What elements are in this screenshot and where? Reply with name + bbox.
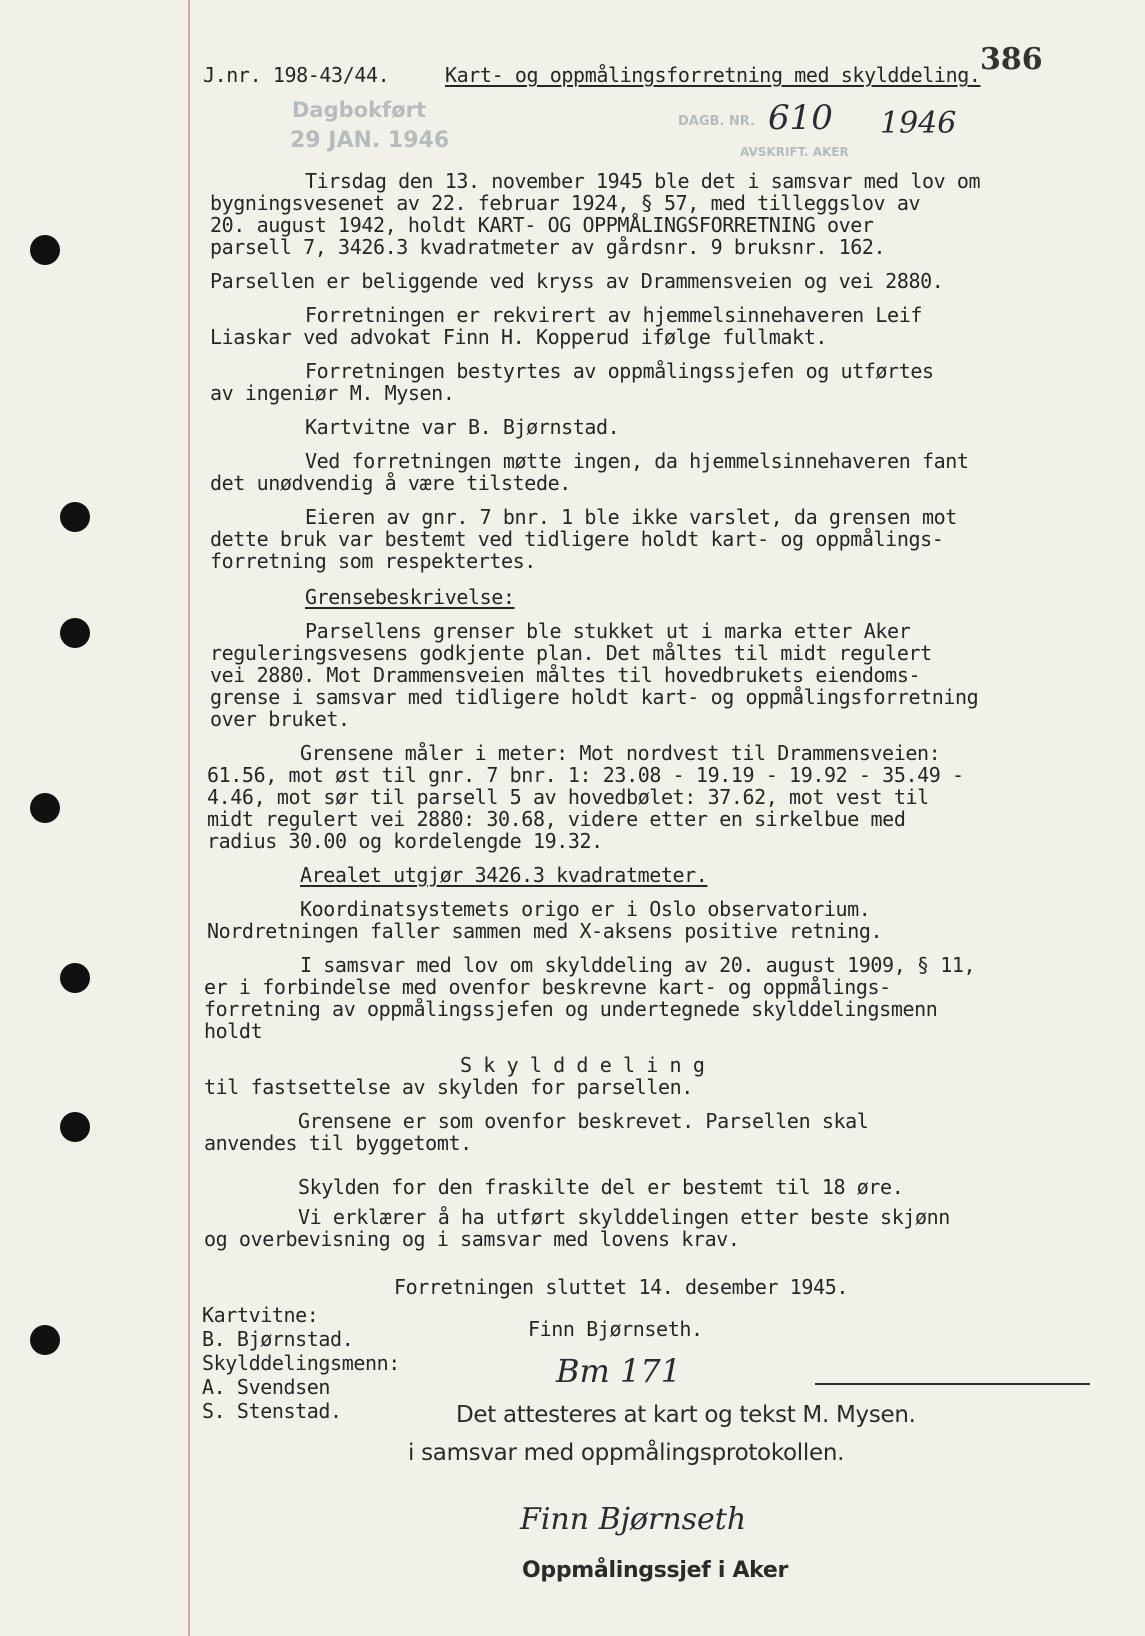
signature-label: Skylddelingsmenn:	[202, 1351, 400, 1375]
dagb-number: 610	[768, 98, 833, 138]
punch-hole	[60, 502, 90, 532]
text-line: Vi erklærer å ha utført skylddelingen etter beste skjønn	[298, 1205, 950, 1229]
signature-name: A. Svendsen	[202, 1375, 331, 1399]
signature-name: B. Bjørnstad.	[202, 1327, 354, 1351]
text-line: anvendes til byggetomt.	[204, 1131, 472, 1155]
text-line: Liaskar ved advokat Finn H. Kopperud ifølge fullmakt.	[210, 325, 827, 349]
punch-hole	[60, 1112, 90, 1142]
text-line: reguleringsvesens godkjente plan. Det måltes til midt regulert	[210, 641, 932, 665]
attest-role: Oppmålingssjef i Aker	[522, 1558, 789, 1583]
text-line: Parsellen er beliggende ved kryss av Drammensveien og vei 2880.	[210, 269, 944, 293]
text-line: Nordretningen faller sammen med X-aksens positive retning.	[207, 919, 883, 943]
text-line: Tirsdag den 13. november 1945 ble det i samsvar med lov om	[305, 169, 981, 193]
text-line: bygningsvesenet av 22. februar 1924, § 57, med tilleggslov av	[210, 191, 921, 215]
signature-name: S. Stenstad.	[202, 1399, 342, 1423]
document-title: Kart- og oppmålingsforretning med skylddeling.	[445, 63, 981, 87]
text-line: I samsvar med lov om skylddeling av 20. august 1909, § 11,	[300, 953, 976, 977]
margin-rule	[188, 0, 190, 1636]
signature-label: Kartvitne:	[202, 1303, 319, 1327]
text-line: Koordinatsystemets origo er i Oslo observatorium.	[300, 897, 871, 921]
closing-line: Forretningen sluttet 14. desember 1945.	[394, 1275, 848, 1299]
text-line: Forretningen er rekvirert av hjemmelsinnehaveren Leif	[305, 303, 922, 327]
attest-stamp-line: i samsvar med oppmålingsprotokollen.	[408, 1440, 845, 1466]
text-line: av ingeniør M. Mysen.	[210, 381, 455, 405]
text-line: Ved forretningen møtte ingen, da hjemmelsinnehaveren fant	[305, 449, 969, 473]
text-line: midt regulert vei 2880: 30.68, videre etter en sirkelbue med	[207, 807, 906, 831]
text-line: Skylden for den fraskilte del er bestemt til 18 øre.	[298, 1175, 904, 1199]
punch-hole	[60, 963, 90, 993]
signature-line	[815, 1383, 1090, 1385]
dagbokfort-stamp: Dagbokført	[292, 98, 427, 122]
section-heading: Grensebeskrivelse:	[305, 585, 515, 609]
signature-finn: Finn Bjørnseth.	[528, 1317, 703, 1341]
text-line: vei 2880. Mot Drammensveien måltes til hovedbrukets eiendoms-	[210, 663, 921, 687]
dagb-year: 1946	[880, 106, 957, 141]
punch-hole	[30, 793, 60, 823]
dagb-nr-stamp: DAGB. NR.	[678, 114, 755, 129]
text-line: Kartvitne var B. Bjørnstad.	[305, 415, 620, 439]
text-line: holdt	[204, 1019, 263, 1043]
text-line: det unødvendig å være tilstede.	[210, 471, 571, 495]
punch-hole	[60, 618, 90, 648]
text-line: 20. august 1942, holdt KART- OG OPPMÅLINGSFORRETNING over	[210, 213, 874, 237]
text-line: parsell 7, 3426.3 kvadratmeter av gårdsnr. 9 bruksnr. 162.	[210, 235, 886, 259]
avskrift-stamp: AVSKRIFT. AKER	[740, 145, 849, 159]
text-line: 4.46, mot sør til parsell 5 av hovedbølet: 37.62, mot vest til	[207, 785, 929, 809]
text-line: Forretningen bestyrtes av oppmålingssjefen og utførtes	[305, 359, 934, 383]
punch-hole	[30, 1325, 60, 1355]
attest-stamp-line: Det attesteres at kart og tekst M. Mysen.	[456, 1402, 916, 1428]
text-line: Grensene måler i meter: Mot nordvest til Drammensveien:	[300, 741, 941, 765]
dagbokfort-date: 29 JAN. 1946	[290, 128, 450, 153]
skylddeling-heading: S k y l d d e l i n g	[460, 1053, 705, 1077]
page-number: 386	[980, 42, 1043, 77]
text-line: er i forbindelse med ovenfor beskrevne kart- og oppmålings-	[204, 975, 891, 999]
punch-hole	[30, 235, 60, 265]
text-line: 61.56, mot øst til gnr. 7 bnr. 1: 23.08 - 19.19 - 19.92 - 35.49 -	[207, 763, 964, 787]
handwritten-signature: Finn Bjørnseth	[520, 1502, 747, 1537]
text-line: Grensene er som ovenfor beskrevet. Parsellen skal	[298, 1109, 869, 1133]
text-line: dette bruk var bestemt ved tidligere holdt kart- og oppmålings-	[210, 527, 944, 551]
text-line: Parsellens grenser ble stukket ut i marka etter Aker	[305, 619, 911, 643]
journal-number: J.nr. 198-43/44.	[203, 63, 390, 87]
text-line: over bruket.	[210, 707, 350, 731]
text-line: til fastsettelse av skylden for parsellen.	[204, 1075, 693, 1099]
text-line: radius 30.00 og kordelengde 19.32.	[207, 829, 603, 853]
text-line: og overbevisning og i samsvar med lovens krav.	[204, 1227, 740, 1251]
text-line: forretning av oppmålingssjefen og undertegnede skylddelingsmenn	[204, 997, 938, 1021]
area-summary: Arealet utgjør 3426.3 kvadratmeter.	[300, 863, 708, 887]
text-line: Eieren av gnr. 7 bnr. 1 ble ikke varslet, da grensen mot	[305, 505, 957, 529]
text-line: grense i samsvar med tidligere holdt kart- og oppmålingsforretning	[210, 685, 979, 709]
text-line: forretning som respektertes.	[210, 549, 536, 573]
handwritten-initials: Bm 171	[556, 1352, 682, 1390]
